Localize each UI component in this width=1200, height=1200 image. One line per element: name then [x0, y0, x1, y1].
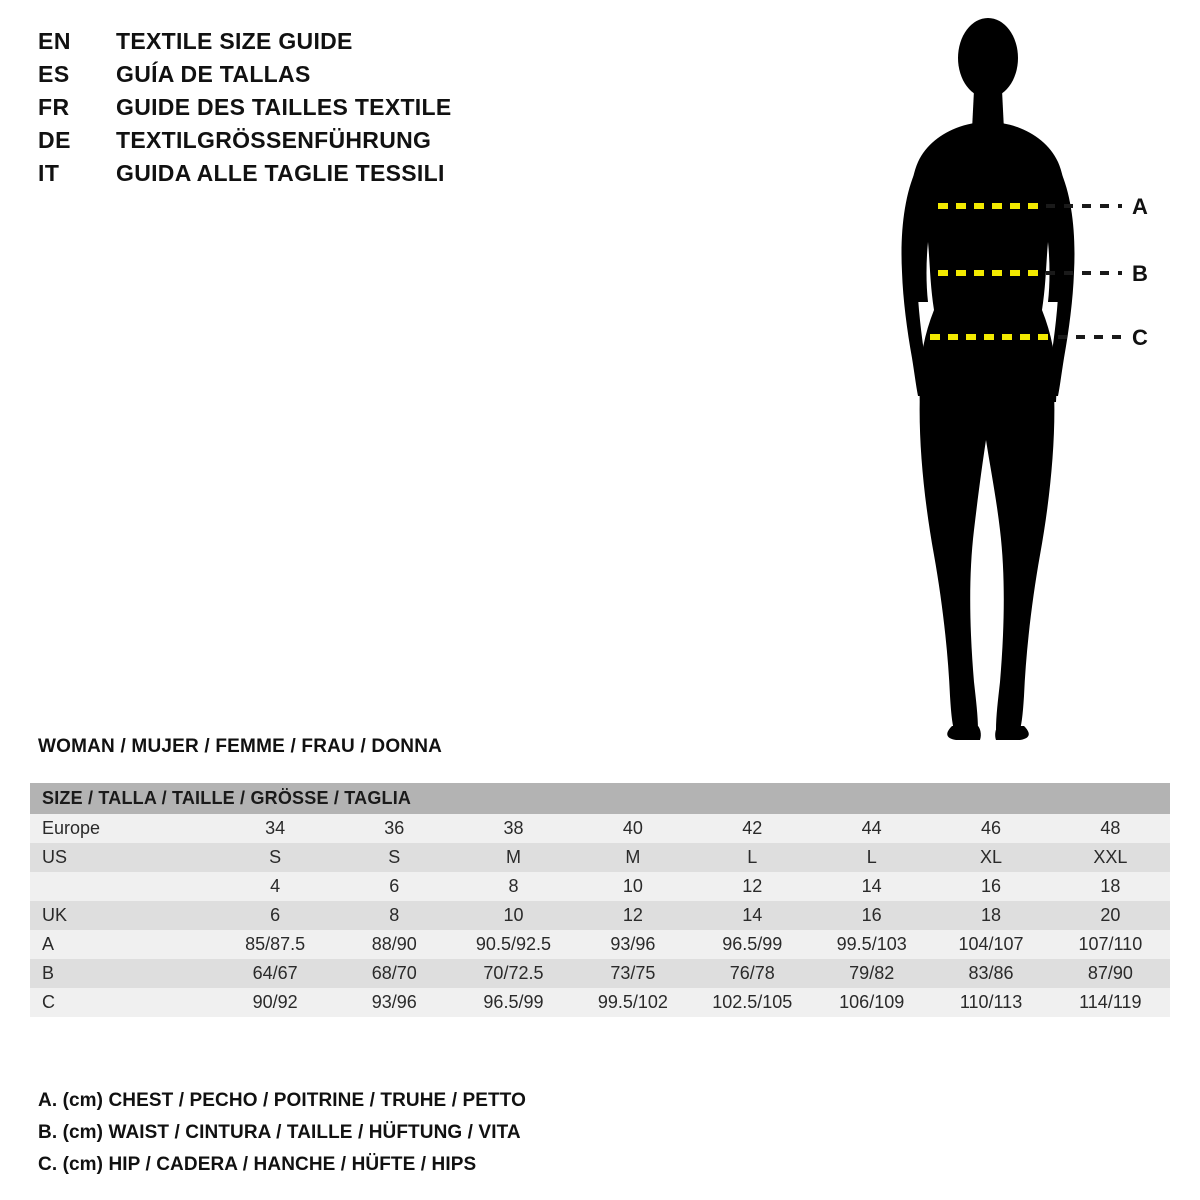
cell-us-num-3: 10: [573, 872, 692, 901]
cell-europe-3: 40: [573, 814, 692, 843]
table-row: [30, 843, 1170, 872]
cell-b-2: 70/72.5: [454, 959, 573, 988]
cell-us-num-2: 8: [454, 872, 573, 901]
row-label-b: B: [30, 959, 216, 988]
cell-uk-3: 12: [573, 901, 692, 930]
cell-b-0: 64/67: [216, 959, 335, 988]
title-row: [38, 61, 558, 94]
section-heading: WOMAN / MUJER / FEMME / FRAU / DONNA: [38, 736, 443, 757]
cell-europe-0: 34: [216, 814, 335, 843]
cell-c-4: 102.5/105: [693, 988, 812, 1017]
cell-a-6: 104/107: [931, 930, 1050, 959]
cell-us-1: S: [335, 843, 454, 872]
cell-b-3: 73/75: [573, 959, 692, 988]
table-header-row: [30, 783, 1170, 814]
cell-c-5: 106/109: [812, 988, 931, 1017]
legend-line-b: B. (cm) WAIST / CINTURA / TAILLE / HÜFTUNG / VITA: [38, 1122, 521, 1143]
legend-line-c: C. (cm) HIP / CADERA / HANCHE / HÜFTE / HIPS: [38, 1154, 477, 1175]
cell-us-num-0: 4: [216, 872, 335, 901]
cell-europe-5: 44: [812, 814, 931, 843]
language-code-de: DE: [38, 127, 71, 153]
cell-us-3: M: [573, 843, 692, 872]
measurement-legend: [38, 1090, 738, 1186]
language-code-fr: FR: [38, 94, 70, 120]
cell-uk-0: 6: [216, 901, 335, 930]
title-text-de: TEXTILGRÖSSENFÜHRUNG: [116, 127, 432, 153]
measurement-figure: [860, 10, 1190, 750]
row-label-uk: UK: [30, 901, 216, 930]
cell-uk-4: 14: [693, 901, 812, 930]
cell-c-3: 99.5/102: [573, 988, 692, 1017]
cell-a-3: 93/96: [573, 930, 692, 959]
table-row: [30, 901, 1170, 930]
measure-label-a: A: [1132, 194, 1148, 219]
title-text-es: GUÍA DE TALLAS: [116, 61, 311, 87]
cell-us-0: S: [216, 843, 335, 872]
cell-us-4: L: [693, 843, 812, 872]
cell-b-6: 83/86: [931, 959, 1050, 988]
table-row: [30, 872, 1170, 901]
title-row: [38, 28, 558, 61]
table-header-label: SIZE / TALLA / TAILLE / GRÖSSE / TAGLIA: [30, 783, 1170, 814]
size-table: [30, 783, 1170, 1017]
cell-us-7: XXL: [1051, 843, 1170, 872]
cell-uk-7: 20: [1051, 901, 1170, 930]
row-label-us: US: [30, 843, 216, 872]
cell-a-2: 90.5/92.5: [454, 930, 573, 959]
language-code-it: IT: [38, 160, 60, 186]
cell-a-7: 107/110: [1051, 930, 1170, 959]
cell-b-5: 79/82: [812, 959, 931, 988]
cell-c-2: 96.5/99: [454, 988, 573, 1017]
cell-a-4: 96.5/99: [693, 930, 812, 959]
row-label-us-numeric: [30, 872, 216, 901]
row-label-a: A: [30, 930, 216, 959]
title-row: [38, 94, 558, 127]
row-label-c: C: [30, 988, 216, 1017]
cell-uk-2: 10: [454, 901, 573, 930]
measure-label-b: B: [1132, 261, 1148, 286]
cell-b-1: 68/70: [335, 959, 454, 988]
title-text-en: TEXTILE SIZE GUIDE: [116, 28, 353, 54]
cell-uk-6: 18: [931, 901, 1050, 930]
cell-b-4: 76/78: [693, 959, 812, 988]
cell-c-6: 110/113: [931, 988, 1050, 1017]
cell-b-7: 87/90: [1051, 959, 1170, 988]
cell-us-num-6: 16: [931, 872, 1050, 901]
cell-europe-1: 36: [335, 814, 454, 843]
title-row: [38, 160, 558, 193]
cell-a-1: 88/90: [335, 930, 454, 959]
title-text-it: GUIDA ALLE TAGLIE TESSILI: [116, 160, 445, 186]
table-row: [30, 988, 1170, 1017]
cell-c-7: 114/119: [1051, 988, 1170, 1017]
cell-us-2: M: [454, 843, 573, 872]
measure-label-c: C: [1132, 325, 1148, 350]
table-row: [30, 930, 1170, 959]
cell-us-num-7: 18: [1051, 872, 1170, 901]
cell-c-0: 90/92: [216, 988, 335, 1017]
cell-us-num-1: 6: [335, 872, 454, 901]
cell-a-0: 85/87.5: [216, 930, 335, 959]
cell-uk-5: 16: [812, 901, 931, 930]
cell-europe-7: 48: [1051, 814, 1170, 843]
cell-europe-6: 46: [931, 814, 1050, 843]
female-silhouette-icon: [860, 10, 1190, 750]
title-row: [38, 127, 558, 160]
language-code-en: EN: [38, 28, 71, 54]
cell-uk-1: 8: [335, 901, 454, 930]
language-title-block: [38, 28, 558, 193]
legend-line-a: A. (cm) CHEST / PECHO / POITRINE / TRUHE / PETTO: [38, 1090, 526, 1111]
row-label-europe: Europe: [30, 814, 216, 843]
cell-europe-2: 38: [454, 814, 573, 843]
cell-us-num-4: 12: [693, 872, 812, 901]
cell-us-5: L: [812, 843, 931, 872]
cell-c-1: 93/96: [335, 988, 454, 1017]
title-text-fr: GUIDE DES TAILLES TEXTILE: [116, 94, 452, 120]
table-row: [30, 959, 1170, 988]
cell-a-5: 99.5/103: [812, 930, 931, 959]
language-code-es: ES: [38, 61, 70, 87]
cell-us-num-5: 14: [812, 872, 931, 901]
cell-us-6: XL: [931, 843, 1050, 872]
cell-europe-4: 42: [693, 814, 812, 843]
table-row: [30, 814, 1170, 843]
